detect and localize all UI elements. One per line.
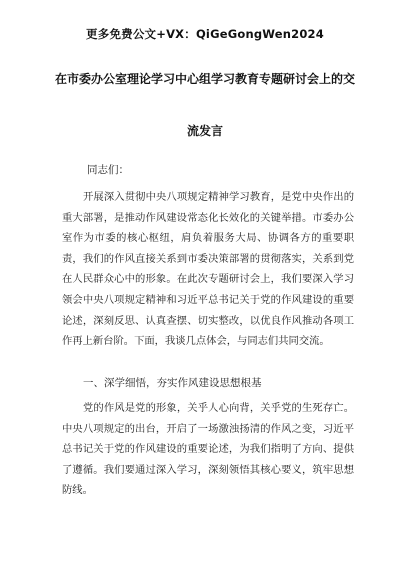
promo-header-note: 更多免费公文+VX：QiGeGongWen2024 xyxy=(86,27,324,41)
document-title-line-2: 流发言 xyxy=(186,124,223,138)
greeting: 同志们： xyxy=(87,164,129,176)
intro-paragraph: 开展深入贯彻中央八项规定精神学习教育，是党中央作出的重大部署，是推动作风建设常态化长效化的关键举措。市委办公室作为市委的核心枢纽，肩负着服务大局、协调各方的重要职责，我们的作风直接关系到市委决策部署的贯彻落实，关系到党在人民群众心中的形象。在此次专题研讨会上，我们要深入学习领会中央八项规定精神和习近平总书记关于党的作风建设的重要论述，深刻反思、认真查摆、切实整改，以优良作风推动各项工作再上新台阶。下面，我谈几点体会，与同志们共同交流。 xyxy=(62,191,354,348)
section-1-paragraph: 党的作风是党的形象，关乎人心向背，关乎党的生死存亡。中央八项规定的出台，开启了一场激浊扬清的作风之变，习近平总书记关于党的作风建设的重要论述，为我们指明了方向、提供了遵循。我们要通过深入学习，深刻领悟其核心要义，筑牢思想防线。 xyxy=(62,402,354,497)
document-title-line-1: 在市委办公室理论学习中心组学习教育专题研讨会上的交 xyxy=(54,72,355,86)
section-1-heading: 一、深学细悟，夯实作风建设思想根基 xyxy=(83,377,262,389)
